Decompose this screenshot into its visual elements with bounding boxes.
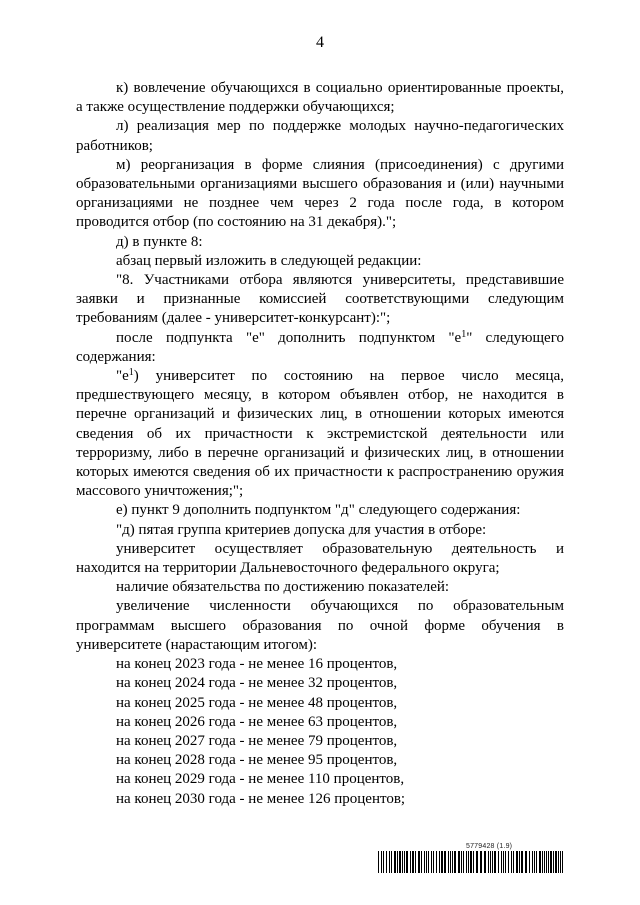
- barcode-bar: [546, 851, 547, 873]
- target-item: на конец 2026 года - не менее 63 процентов,: [116, 713, 398, 730]
- target-item: на конец 2025 года - не менее 48 процентов,: [116, 694, 398, 711]
- barcode-bar: [402, 851, 403, 873]
- barcode-bar: [498, 851, 499, 873]
- barcode-bar: [542, 851, 543, 873]
- barcode-bar: [550, 851, 552, 873]
- barcode-image: [378, 851, 566, 873]
- barcode-bar: [553, 851, 554, 873]
- barcode-bar: [562, 851, 563, 873]
- barcode-bar: [378, 851, 379, 873]
- barcode-bar: [560, 851, 561, 873]
- paragraph-point-9: е) пункт 9 дополнить подпунктом "д" следующего содержания:: [116, 502, 521, 519]
- barcode-bar: [450, 851, 451, 873]
- paragraph-obligation: наличие обязательства по достижению показателей:: [116, 579, 450, 596]
- target-item: на конец 2029 года - не менее 110 процентов,: [116, 771, 405, 788]
- barcode-bar: [381, 851, 382, 873]
- barcode-bar: [431, 851, 432, 873]
- barcode-bar: [383, 851, 384, 873]
- paragraph-increase: увеличение численности обучающихся по образовательным программам высшего образования по очной форме обучения в университете (нарастающим итогом):: [76, 598, 564, 653]
- barcode-bar: [466, 851, 467, 873]
- barcode-bar: [484, 851, 486, 873]
- barcode-bar: [503, 851, 504, 873]
- barcode-bar: [452, 851, 453, 873]
- barcode-bar: [529, 851, 530, 873]
- barcode-bar: [399, 851, 401, 873]
- barcode-bar: [458, 851, 460, 873]
- barcode-bar: [436, 851, 437, 873]
- paragraph-item-m: м) реорганизация в форме слияния (присоединения) с другими образовательными организациями высшего образования и (или) научными организациями не позднее чем через 2 года после года, в котором проводится отбор (по состоянию на 31 декабря).";: [76, 156, 564, 231]
- paragraph-add-e1-text: после подпункта "е" дополнить подпунктом "е: [116, 329, 462, 346]
- barcode-bar: [525, 851, 527, 873]
- document-body: [76, 79, 564, 809]
- barcode-bar: [394, 851, 396, 873]
- barcode-bar: [389, 851, 390, 873]
- barcode-bar: [468, 851, 469, 873]
- barcode-bar: [488, 851, 489, 873]
- superscript-one: 1: [128, 367, 134, 379]
- barcode-bar: [391, 851, 392, 873]
- barcode-bar: [397, 851, 398, 873]
- barcode-bar: [513, 851, 514, 873]
- barcode-bar: [532, 851, 533, 873]
- barcode-bar: [426, 851, 427, 873]
- target-item: на конец 2030 года - не менее 126 процентов;: [116, 790, 406, 807]
- barcode-bar: [516, 851, 518, 873]
- target-item: на конец 2023 года - не менее 16 процентов,: [116, 656, 398, 673]
- barcode-bar: [519, 851, 520, 873]
- barcode-bar: [473, 851, 474, 873]
- paragraph-fifth-group: "д) пятая группа критериев допуска для участия в отборе:: [116, 521, 487, 538]
- barcode-bar: [480, 851, 482, 873]
- barcode-bar: [463, 851, 464, 873]
- barcode-bar: [410, 851, 411, 873]
- paragraph-university: университет осуществляет образовательную деятельность и находится на территории Дальневосточного федерального округа;: [76, 540, 564, 577]
- barcode-bar: [470, 851, 472, 873]
- barcode-bar: [444, 851, 446, 873]
- barcode-bar: [539, 851, 541, 873]
- paragraph-e1: [76, 367, 564, 501]
- barcode-bar: [386, 851, 387, 873]
- barcode-bar: [412, 851, 414, 873]
- barcode-bar: [555, 851, 557, 873]
- target-item: на конец 2028 года - не менее 95 процентов,: [116, 752, 398, 769]
- barcode-bar: [404, 851, 405, 873]
- barcode-bar: [494, 851, 496, 873]
- barcode-bar: [406, 851, 408, 873]
- barcode-bar: [558, 851, 559, 873]
- page-number: 4: [316, 34, 324, 51]
- document-code: 5779428 (1.9): [466, 843, 513, 850]
- barcode-bar: [433, 851, 434, 873]
- paragraph-item-l: л) реализация мер по поддержке молодых научно-педагогических работников;: [76, 118, 564, 154]
- paragraph-first-abzac: абзац первый изложить в следующей редакции:: [116, 252, 422, 269]
- paragraph-item-k: к) вовлечение обучающихся в социально ориентированные проекты, а также осуществление поддержки обучающихся;: [76, 80, 564, 116]
- paragraph-point-8: д) в пункте 8:: [116, 233, 203, 250]
- barcode-bar: [424, 851, 425, 873]
- barcode-bar: [508, 851, 509, 873]
- superscript-one: 1: [461, 328, 467, 340]
- paragraph-e1-text: ) университет по состоянию на первое число месяца, предшествующего месяцу, в котором объявлен отбор, не находится в перечне организаций и физических лиц, в отношении которых имеются сведения об их причастности к экстремистской деятельности или терроризму, либо в перечне организаций и физических лиц, в отношении которых имеются сведения об их причастности к распространению оружия массового уничтожения;";: [76, 368, 564, 500]
- paragraph-e1-start: "е: [116, 368, 129, 385]
- barcode-bar: [421, 851, 422, 873]
- barcode-bar: [476, 851, 478, 873]
- barcode-bar: [428, 851, 429, 873]
- barcode-bar: [492, 851, 493, 873]
- barcode-bar: [454, 851, 456, 873]
- paragraph-clause-8: "8. Участниками отбора являются университеты, представившие заявки и признанные комиссией соответствующими следующим требованиям (далее - университет-конкурсант):";: [76, 272, 564, 327]
- barcode-bar: [439, 851, 440, 873]
- barcode-bar: [461, 851, 462, 873]
- barcode-bar: [448, 851, 449, 873]
- barcode-bar: [544, 851, 545, 873]
- barcode-bar: [521, 851, 523, 873]
- barcode-bar: [536, 851, 537, 873]
- barcode-bar: [505, 851, 506, 873]
- barcode-bar: [534, 851, 535, 873]
- paragraph-add-e1-rest: " следующего содержания:: [76, 329, 564, 365]
- target-item: на конец 2024 года - не менее 32 процентов,: [116, 675, 398, 692]
- paragraph-add-e1: [76, 329, 564, 367]
- barcode-bar: [490, 851, 491, 873]
- barcode-bar: [441, 851, 443, 873]
- barcode-bar: [415, 851, 416, 873]
- barcode-bar: [511, 851, 512, 873]
- barcode-bar: [501, 851, 502, 873]
- barcode-bar: [418, 851, 420, 873]
- barcode-bar: [548, 851, 549, 873]
- target-item: на конец 2027 года - не менее 79 процентов,: [116, 732, 398, 749]
